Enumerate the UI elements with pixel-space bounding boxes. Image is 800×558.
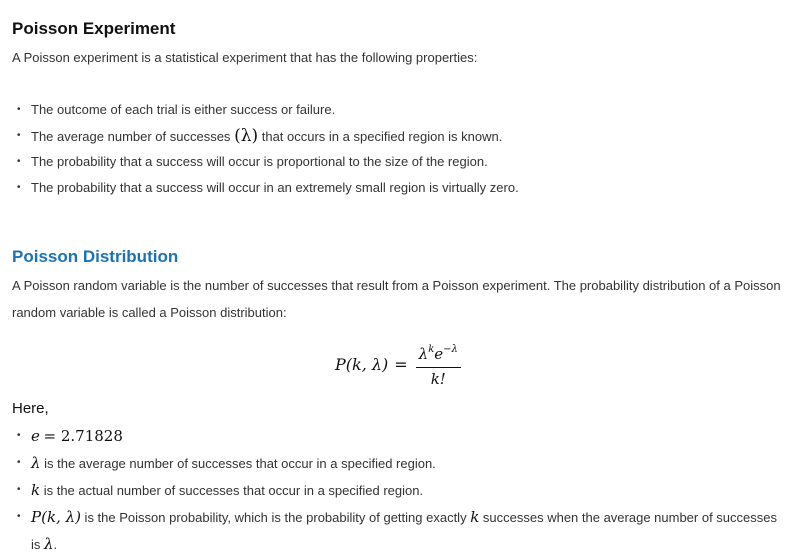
list-item	[0, 423, 790, 450]
property-text: The average number of successes	[31, 129, 235, 144]
formula-lhs: P(k, λ)	[335, 354, 389, 374]
list-item	[0, 149, 790, 175]
numerator-neg-lambda-exponent: −λ	[443, 343, 458, 355]
bullet-icon: •	[17, 130, 21, 141]
lambda-symbol: λ	[31, 454, 41, 472]
list-item	[0, 504, 790, 558]
bullet-icon: •	[17, 457, 21, 468]
poisson-distribution-heading: Poisson Distribution	[12, 247, 179, 266]
bullet-icon: •	[17, 156, 21, 167]
property-text: The probability that a success will occur in an extremely small region is virtually zero.	[31, 180, 519, 195]
list-item	[0, 450, 790, 477]
definitions-list	[0, 423, 790, 558]
p-definition-2: successes when the average number of successes	[479, 510, 777, 525]
bullet-icon: •	[17, 430, 21, 441]
here-label: Here,	[12, 400, 49, 417]
distribution-intro	[12, 272, 792, 326]
experiment-intro: A Poisson experiment is a statistical experiment that has the following properties:	[12, 50, 478, 65]
e-value: = 2.71828	[43, 427, 123, 445]
formula-fraction	[416, 341, 461, 388]
list-item	[0, 97, 790, 123]
p-definition-end: .	[53, 537, 58, 552]
list-item	[0, 477, 790, 504]
numerator-k-exponent: k	[428, 343, 435, 355]
bullet-icon: •	[17, 182, 21, 193]
lambda-definition: is the average number of successes that occur in a specified region.	[40, 456, 436, 471]
formula-equals: =	[394, 354, 408, 374]
bullet-icon: •	[17, 511, 21, 522]
formula-denominator: k!	[430, 369, 446, 388]
poisson-formula	[335, 340, 461, 388]
p-symbol: P(k, λ)	[31, 508, 81, 526]
property-text-after: that occurs in a specified region is known.	[258, 129, 503, 144]
numerator-e: e	[434, 344, 444, 363]
p-k-symbol: k	[470, 508, 480, 526]
property-text: The probability that a success will occur is proportional to the size of the region.	[31, 154, 488, 169]
p-definition-3: is	[31, 537, 44, 552]
property-text: The outcome of each trial is either success or failure.	[31, 102, 336, 117]
lambda-math: (λ)	[234, 126, 259, 146]
k-definition: is the actual number of successes that occur in a specified region.	[40, 483, 424, 498]
numerator-lambda: λ	[418, 344, 429, 363]
p-lambda-symbol: λ	[44, 535, 54, 553]
k-symbol: k	[31, 481, 41, 499]
e-symbol: e	[31, 427, 40, 445]
poisson-experiment-heading: Poisson Experiment	[12, 19, 176, 38]
properties-list	[0, 97, 790, 201]
formula-numerator	[416, 341, 461, 368]
distribution-intro-line2: random variable is called a Poisson distribution:	[12, 305, 287, 320]
p-definition-1: is the Poisson probability, which is the probability of getting exactly	[80, 510, 471, 525]
bullet-icon: •	[17, 104, 21, 115]
list-item	[0, 175, 790, 201]
bullet-icon: •	[17, 484, 21, 495]
distribution-intro-line1: A Poisson random variable is the number of successes that result from a Poisson experiment. The probability distribution of a Poisson	[12, 278, 781, 293]
list-item	[0, 123, 790, 149]
